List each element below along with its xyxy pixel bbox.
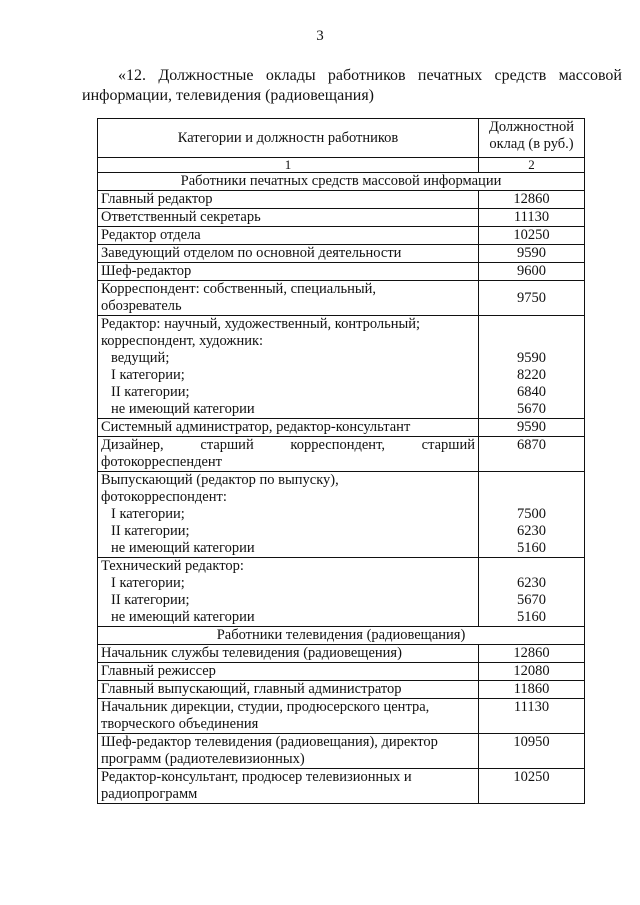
table-header-row [98,119,585,158]
salary-value: 12860 [479,191,585,209]
position-name [98,769,479,804]
table-row [98,227,585,245]
position-name-line-1: Редактор: научный, художественный, контрольный; [101,316,421,332]
table-row [98,734,585,769]
section-title-row [98,627,585,645]
table-row [98,191,585,209]
header-salary-line-1: Должностной [488,119,575,135]
heading-line-2: информации, телевидения (радиовещания) [82,87,375,104]
position-name: Заведующий отделом по основной деятельности [98,245,479,263]
table-row [98,769,585,804]
header-categories: Категории и должностн работников [98,119,479,158]
header-salary [479,119,585,158]
section-title-row [98,173,585,191]
salary-value: 10250 [479,227,585,245]
table-row [98,263,585,281]
salary-value: 8220 [517,367,546,383]
sub-position-name: не имеющий категории [111,609,255,625]
table-row [98,245,585,263]
position-name-line-2: фотокорреспондент: [101,489,227,505]
position-name [98,699,479,734]
position-name: Главный выпускающий, главный администратор [98,681,479,699]
table-row [98,281,585,316]
position-name-line-1: Дизайнер, старший корреспондент, старший [101,437,475,453]
sub-position-name: I категории; [111,506,185,522]
salary-values [479,472,585,558]
position-name-line-1: Выпускающий (редактор по выпуску), [101,472,339,488]
salary-value: 5160 [517,609,546,625]
position-name-line-1: Технический редактор: [101,558,244,574]
sub-position-name: I категории; [111,575,185,591]
position-name: Главный редактор [98,191,479,209]
position-name [98,437,479,472]
position-name: Ответственный секретарь [98,209,479,227]
salary-value: 12860 [479,645,585,663]
table-row [98,437,585,472]
sub-position-name: II категории; [111,384,190,400]
position-name-line-2: творческого объединения [101,716,259,732]
column-numbering-row [98,158,585,173]
salary-value: 11860 [479,681,585,699]
position-name: Главный режиссер [98,663,479,681]
table-row [98,681,585,699]
salary-value: 6870 [479,437,585,472]
sub-position-name: ведущий; [111,350,170,366]
table-row [98,699,585,734]
position-name-line-2: корреспондент, художник: [101,333,264,349]
salary-values [479,316,585,419]
salary-values [479,558,585,627]
position-name-line-1: Редактор-консультант, продюсер телевизионных и [101,769,412,785]
position-name: Системный администратор, редактор-консультант [98,419,479,437]
salary-value: 9750 [479,281,585,316]
salary-value: 5670 [517,592,546,608]
table-row [98,558,585,627]
position-name [98,734,479,769]
salary-value: 9590 [479,245,585,263]
salary-value: 5160 [517,540,546,556]
position-group [98,558,479,627]
position-name: Редактор отдела [98,227,479,245]
salary-value: 9600 [479,263,585,281]
salary-value: 7500 [517,506,546,522]
sub-position-name: I категории; [111,367,185,383]
position-name-line-2: фотокорреспендент [101,454,223,470]
position-name: Шеф-редактор [98,263,479,281]
sub-position-name: II категории; [111,592,190,608]
position-group [98,472,479,558]
section-title: Работники печатных средств массовой информации [98,173,585,191]
salary-value: 9590 [479,419,585,437]
salary-value: 11130 [479,699,585,734]
column-number-1: 1 [98,158,479,173]
position-group [98,316,479,419]
table-row [98,645,585,663]
section-heading [82,66,622,106]
table-row [98,316,585,419]
position-name-line-2: программ (радиотелевизионных) [101,751,305,767]
sub-position-name: не имеющий категории [111,540,255,556]
salary-value: 12080 [479,663,585,681]
position-name: Начальник службы телевидения (радиовещения) [98,645,479,663]
table-row [98,663,585,681]
position-name [98,281,479,316]
position-name-line-1: Корреспондент: собственный, специальный, [101,281,377,297]
salary-value: 6230 [517,575,546,591]
sub-position-name: II категории; [111,523,190,539]
column-number-2: 2 [479,158,585,173]
salary-value: 6840 [517,384,546,400]
salary-value: 6230 [517,523,546,539]
header-salary-line-2: оклад (в руб.) [489,136,574,152]
salary-value: 9590 [517,350,546,366]
salary-value: 5670 [517,401,546,417]
sub-position-name: не имеющий категории [111,401,255,417]
salary-table [97,118,585,804]
page-number: 3 [316,28,324,44]
salary-value: 11130 [479,209,585,227]
position-name-line-1: Шеф-редактор телевидения (радиовещания), директор [101,734,438,750]
table-row [98,472,585,558]
position-name-line-1: Начальник дирекции, студии, продюсерского центра, [101,699,430,715]
section-title: Работники телевидения (радиовещания) [98,627,585,645]
position-name-line-2: обозреватель [101,298,182,314]
salary-value: 10950 [479,734,585,769]
table-row [98,209,585,227]
position-name-line-2: радиопрограмм [101,786,198,802]
table-row [98,419,585,437]
salary-value: 10250 [479,769,585,804]
heading-line-1: «12. Должностные оклады работников печатных средств массовой [118,67,622,84]
